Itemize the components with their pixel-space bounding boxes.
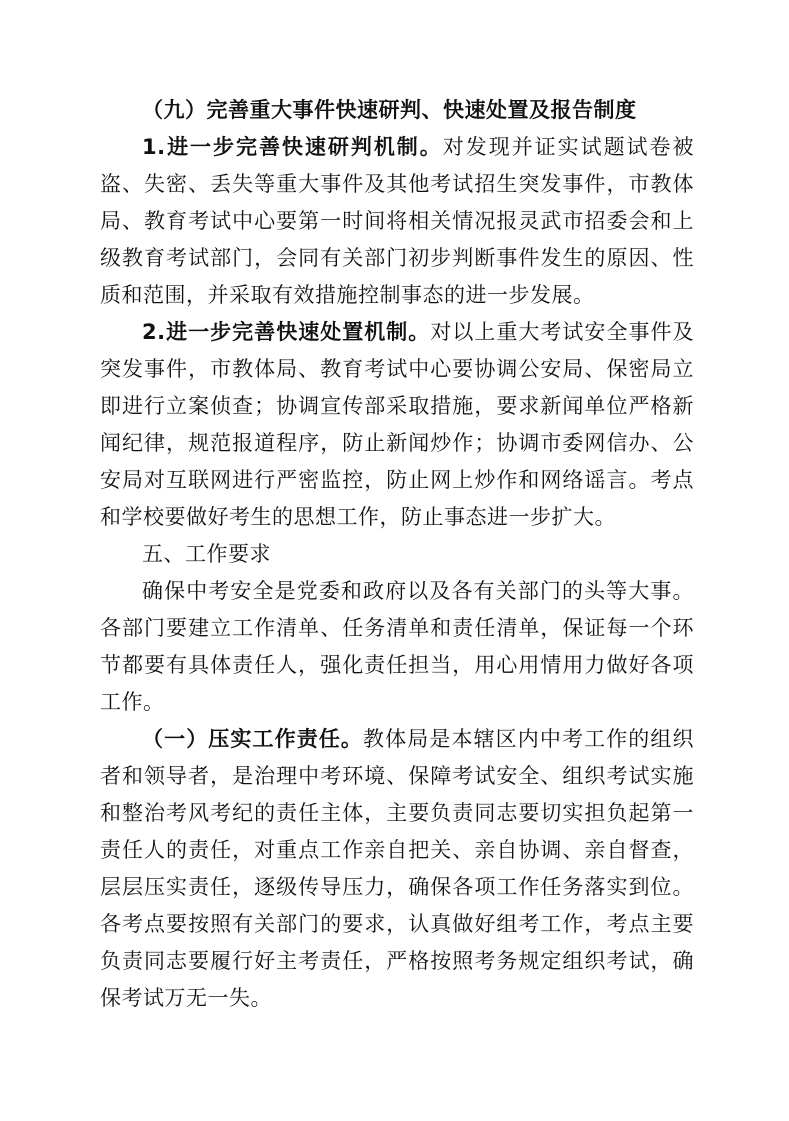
paragraph-lead: 1.进一步完善快速研判机制。	[142, 135, 443, 159]
paragraph-quick-handling	[100, 314, 694, 536]
paragraph-body: 对以上重大考试安全事件及突发事件，市教体局、教育考试中心要协调公安局、保密局立即进行立案侦查；协调宣传部采取措施，要求新闻单位严格新闻纪律，规范报道程序，防止新闻炒作；协调市委网信办、公安局对互联网进行严密监控，防止网上炒作和网络谣言。考点和学校要做好考生的思想工作，防止事态进一步扩大。	[100, 320, 694, 529]
paragraph-body: 对发现并证实试题试卷被盗、失密、丢失等重大事件及其他考试招生突发事件，市教体局、教育考试中心要第一时间将相关情况报灵武市招委会和上级教育考试部门，会同有关部门初步判断事件发生的原因、性质和范围，并采取有效措施控制事态的进一步发展。	[100, 135, 695, 307]
section-heading-5: 五、工作要求	[142, 542, 271, 566]
paragraph-work-requirements: 确保中考安全是党委和政府以及各有关部门的头等大事。各部门要建立工作清单、任务清单和责任清单，保证每一个环节都要有具体责任人，强化责任担当，用心用情用力做好各项工作。	[100, 579, 694, 714]
section-heading-9: （九）完善重大事件快速研判、快速处置及报告制度	[142, 98, 637, 122]
paragraph-body: 教体局是本辖区内中考工作的组织者和领导者，是治理中考环境、保障考试安全、组织考试实施和整治考风考纪的责任主体，主要负责同志要切实担负起第一责任人的责任，对重点工作亲自把关、亲自协调、亲自督查，层层压实责任，逐级传导压力，确保各项工作任务落实到位。各考点要按照有关部门的要求，认真做好组考工作，考点主要负责同志要履行好主考责任，严格按照考务规定组织考试，确保考试万无一失。	[100, 727, 695, 1010]
paragraph-lead: 2.进一步完善快速处置机制。	[142, 320, 431, 344]
paragraph-responsibility	[100, 721, 694, 1017]
paragraph-lead: （一）压实工作责任。	[142, 727, 364, 751]
document-page	[100, 92, 694, 1017]
paragraph-quick-judgment	[100, 129, 694, 314]
